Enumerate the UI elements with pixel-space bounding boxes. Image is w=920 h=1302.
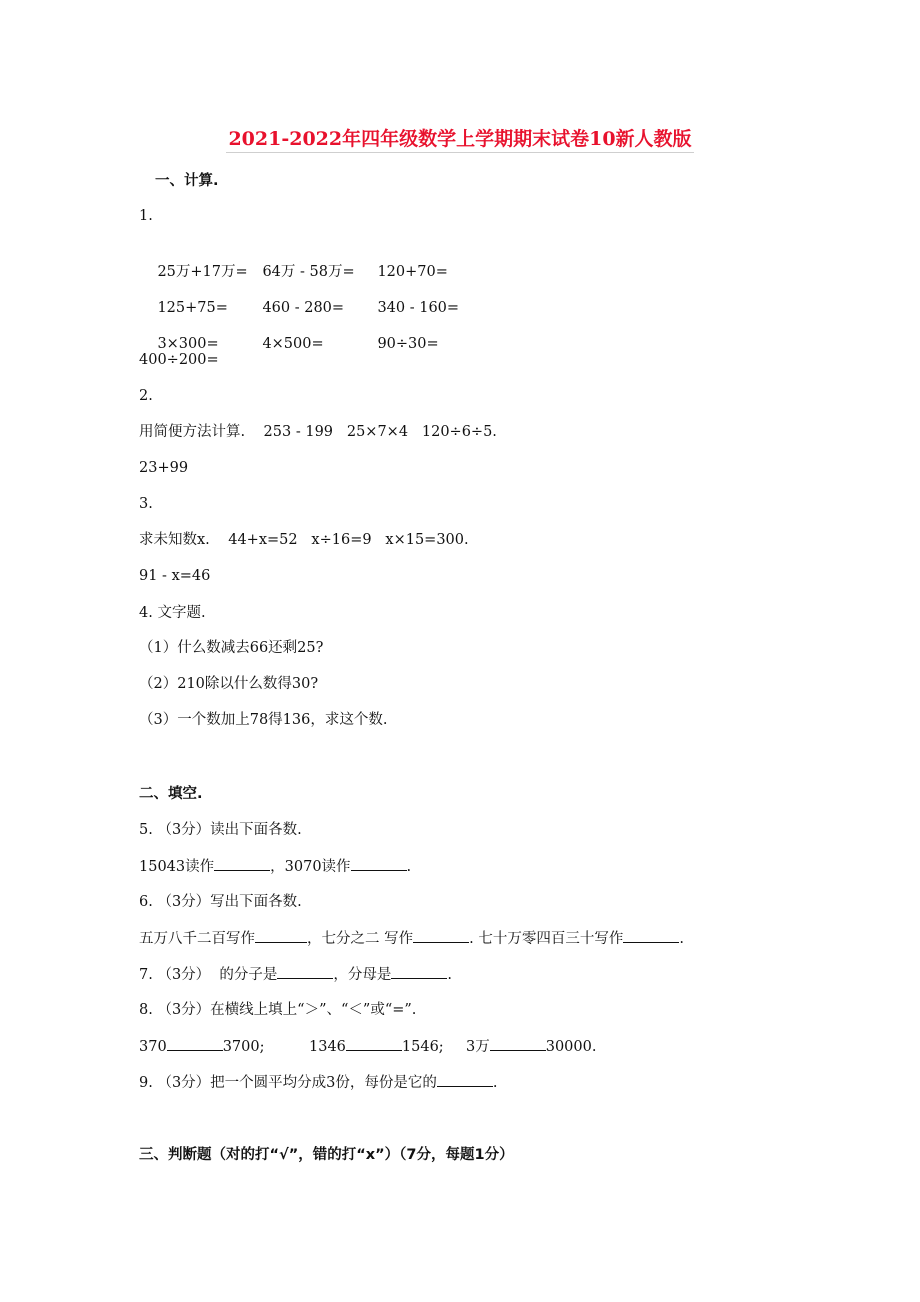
q6-blank-2[interactable] [413, 928, 469, 943]
q6-line [139, 928, 684, 949]
q8-blank-1[interactable] [167, 1036, 223, 1051]
q8-c1-right: 3700; [222, 1039, 265, 1055]
q2-line-2: 23+99 [139, 460, 189, 476]
q7-line [139, 964, 452, 985]
q6-part-a: 五万八千二百写作 [139, 931, 255, 947]
q5-stem: 5. （3分）读出下面各数. [139, 822, 302, 838]
q8-c1-left: 370 [139, 1039, 167, 1055]
section-1-heading: 一、计算. [155, 173, 219, 189]
q8-c2-right: 1546; [401, 1039, 444, 1055]
q1-number: 1. [139, 208, 153, 224]
q5-blank-2[interactable] [351, 856, 407, 871]
q4-item-3: （3）一个数加上78得136，求这个数. [139, 712, 388, 728]
title-text: 2021-2022年四年级数学上学期期末试卷10新人教版 [226, 128, 693, 153]
q8-blank-3[interactable] [490, 1036, 546, 1051]
q8-compare-3 [466, 1036, 596, 1057]
q1-r3-c3: 90÷30= [377, 336, 439, 352]
q9-end: . [492, 1075, 498, 1091]
q9-blank-1[interactable] [437, 1072, 493, 1087]
q4-item-1: （1）什么数减去66还剩25? [139, 640, 324, 656]
q3-line-2: 91 - x=46 [139, 568, 211, 584]
q5-part-a: 15043读作 [139, 859, 215, 875]
q6-end: . [679, 931, 684, 947]
q4-item-2: （2）210除以什么数得30? [139, 676, 319, 692]
q6-stem: 6. （3分）写出下面各数. [139, 894, 302, 910]
section-3-heading: 三、判断题（对的打“√”，错的打“x”）（7分，每题1分） [139, 1147, 514, 1163]
q7-blank-2[interactable] [391, 964, 447, 979]
q1-r1-c2: 64万 - 58万= [262, 264, 355, 280]
q1-r3-c2: 4×500= [262, 336, 324, 352]
q5-end: . [406, 859, 412, 875]
q8-c2-left: 1346 [309, 1039, 346, 1055]
q7-part-b: ，分母是 [333, 967, 392, 983]
q8-c3-left: 3万 [466, 1039, 490, 1055]
q8-line [139, 1036, 596, 1057]
document-title [0, 124, 920, 151]
q6-part-c: . 七十万零四百三十写作 [469, 931, 624, 947]
q1-r3-c1: 3×300= [157, 336, 219, 352]
q1-row-4: 400÷200= [139, 352, 219, 368]
q1-r2-c1: 125+75= [157, 300, 228, 316]
q5-part-b: ，3070读作 [270, 859, 351, 875]
q1-r2-c2: 460 - 280= [262, 300, 345, 316]
q6-part-b: ，七分之二 写作 [307, 931, 414, 947]
q5-blank-1[interactable] [214, 856, 270, 871]
q7-blank-1[interactable] [277, 964, 333, 979]
q2-line-1: 用简便方法计算. 253 - 199 25×7×4 120÷6÷5. [139, 424, 497, 440]
q8-c3-right: 30000. [545, 1039, 597, 1055]
q8-blank-2[interactable] [346, 1036, 402, 1051]
section-2-heading: 二、填空. [139, 786, 203, 802]
q2-number: 2. [139, 388, 153, 404]
q8-stem: 8. （3分）在横线上填上“＞”、“＜”或“=”. [139, 1002, 417, 1018]
q3-line-1: 求未知数x. 44+x=52 x÷16=9 x×15=300. [139, 532, 469, 548]
q9-line [139, 1072, 498, 1093]
q1-r2-c3: 340 - 160= [377, 300, 460, 316]
q1-r1-c3: 120+70= [377, 264, 448, 280]
q6-blank-1[interactable] [255, 928, 307, 943]
q1-r1-c1: 25万+17万= [157, 264, 248, 280]
q8-compare-1 [139, 1036, 309, 1057]
q6-blank-3[interactable] [623, 928, 679, 943]
q8-compare-2 [309, 1036, 466, 1057]
q7-part-a: 7. （3分） 的分子是 [139, 967, 278, 983]
q3-number: 3. [139, 496, 153, 512]
q4-heading: 4. 文字题. [139, 605, 206, 621]
q5-line [139, 856, 411, 877]
q9-part-a: 9. （3分）把一个圆平均分成3份，每份是它的 [139, 1075, 437, 1091]
q7-end: . [447, 967, 452, 983]
